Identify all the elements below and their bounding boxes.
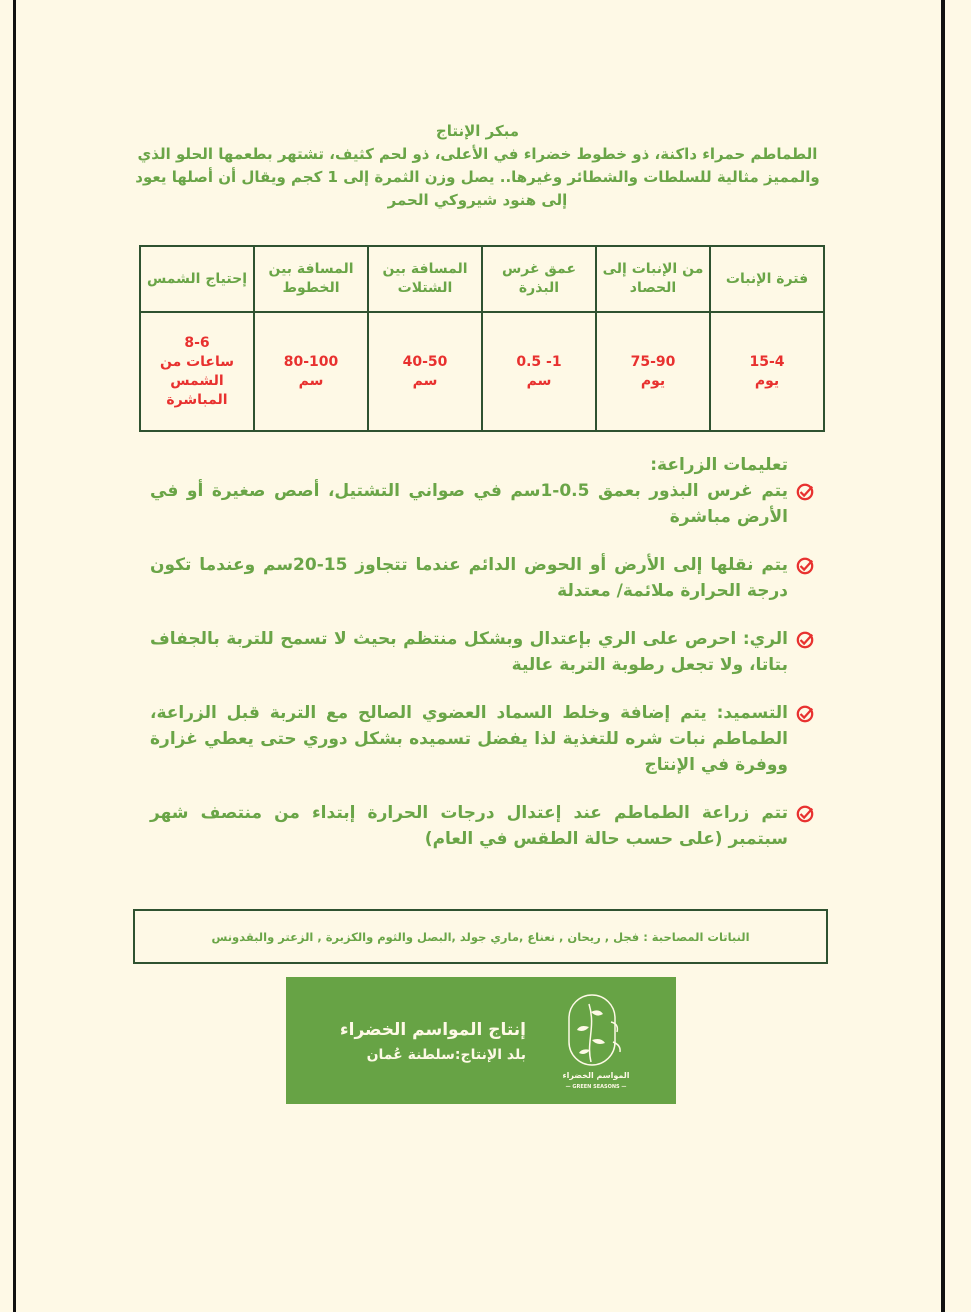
intro-heading: مبكر الإنتاج — [435, 122, 520, 140]
right-border — [941, 0, 945, 1312]
check-badge-icon — [796, 705, 814, 723]
instruction-item — [150, 700, 788, 778]
cell-value: 80-100 — [283, 353, 339, 370]
cell-unit: ساعات من الشمس المباشرة — [159, 353, 235, 408]
check-badge-icon — [796, 483, 814, 501]
instruction-text: يتم نقلها إلى الأرض أو الحوض الدائم عندما تتجاوز 15-20سم وعندما تكون درجة الحرارة ملائمة/ معتدلة — [150, 555, 789, 601]
cell-unit: يوم — [640, 372, 666, 389]
intro-section — [130, 120, 825, 212]
svg-text:— GREEN SEASONS —: — GREEN SEASONS — — [565, 1084, 627, 1090]
check-badge-icon — [796, 557, 814, 575]
instruction-item — [150, 626, 788, 678]
header-row-spacing: المسافة بين الخطوط — [254, 246, 368, 312]
instruction-item — [150, 552, 788, 604]
header-depth: عمق غرس البذرة — [482, 246, 596, 312]
specs-table — [139, 245, 825, 432]
cell-depth — [482, 312, 596, 431]
svg-text:المواسم الخضراء: المواسم الخضراء — [562, 1071, 630, 1080]
cell-value: 8-6 — [184, 334, 210, 351]
check-badge-icon — [796, 631, 814, 649]
instructions-title: تعليمات الزراعة: — [650, 455, 788, 475]
cell-value: 1- 0.5 — [516, 353, 562, 370]
companion-plants-box — [133, 909, 828, 964]
cell-plant-spacing — [368, 312, 482, 431]
table-header-row — [140, 246, 824, 312]
cell-harvest — [596, 312, 710, 431]
header-sun: إحتياج الشمس — [140, 246, 254, 312]
left-border — [13, 0, 16, 1312]
instruction-text: الري: احرص على الري بإعتدال وبشكل منتظم بحيث لا تسمح للتربة بالجفاف بتاتا، ولا تجعل رطوبة التربة عالية — [150, 629, 788, 675]
companion-plants-text: النباتات المصاحبة : فجل , ريحان , نعناع ,ماري جولد ,البصل والثوم والكزبرة , الزعتر والبقدونس — [211, 929, 750, 944]
planting-instructions — [150, 452, 788, 874]
instruction-text: التسميد: يتم إضافة وخلط السماد العضوي الصالح مع التربة قبل الزراعة، الطماطم نبات شره للتغذية لذا يفضل تسميده بشكل دوري حتى يعطي غزارة ووفرة في الإنتاج — [150, 703, 788, 775]
header-germination: فترة الإنبات — [710, 246, 824, 312]
intro-description: الطماطم حمراء داكنة، ذو خطوط خضراء في الأعلى، ذو لحم كثيف، تشتهر بطعمها الحلو الذي والمميز مثالية للسلطات والشطائر وغيرها.. يصل وزن الثمرة إلى 1 كجم ويقال أن أصلها يعود إلى هنود شيروكي الحمر — [135, 145, 820, 209]
cell-unit: سم — [298, 372, 324, 389]
header-plant-spacing: المسافة بين الشتلات — [368, 246, 482, 312]
country-of-origin: بلد الإنتاج:سلطنة عُمان — [366, 1047, 526, 1063]
cell-value: 75-90 — [630, 353, 676, 370]
cell-germination — [710, 312, 824, 431]
green-seasons-logo-icon — [551, 992, 641, 1092]
brand-name: إنتاج المواسم الخضراء — [339, 1020, 526, 1040]
instruction-text: تتم زراعة الطماطم عند إعتدال درجات الحرارة إبتداء من منتصف شهر سبتمبر (على حسب حالة الطقس في العام) — [150, 803, 788, 849]
instruction-item — [150, 478, 788, 530]
check-badge-icon — [796, 805, 814, 823]
cell-row-spacing — [254, 312, 368, 431]
cell-unit: يوم — [754, 372, 780, 389]
cell-unit: سم — [526, 372, 552, 389]
cell-sun — [140, 312, 254, 431]
header-harvest: من الإنبات إلى الحصاد — [596, 246, 710, 312]
table-row — [140, 312, 824, 431]
brand-banner — [286, 977, 676, 1104]
cell-value: 15-4 — [749, 353, 785, 370]
instruction-text: يتم غرس البذور بعمق 0.5-1سم في صواني التشتيل، أصص صغيرة أو في الأرض مباشرة — [150, 481, 788, 527]
cell-unit: سم — [412, 372, 438, 389]
cell-value: 40-50 — [402, 353, 448, 370]
instruction-item — [150, 800, 788, 852]
